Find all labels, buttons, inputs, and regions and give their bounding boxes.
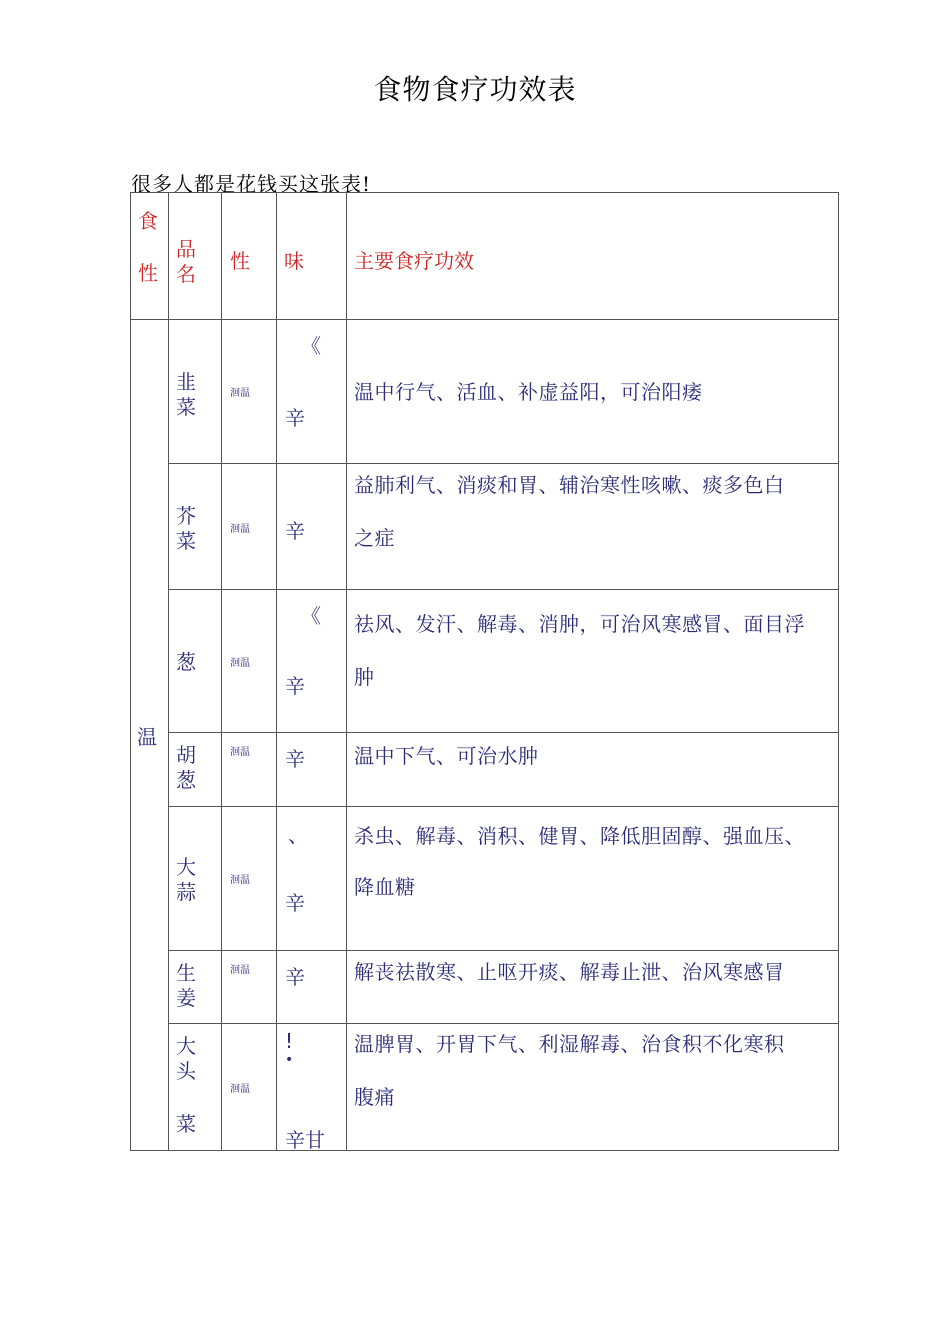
table-header-row <box>131 193 839 320</box>
header-xing: 性 <box>222 193 277 320</box>
wei-cell: 、 辛 <box>277 807 347 951</box>
effect-cell: 温中行气、活血、补虚益阳，可治阳痿 <box>347 320 839 464</box>
category-cell: 温 <box>131 320 169 1151</box>
table-row <box>131 1024 839 1151</box>
header-name: 品 名 <box>169 193 222 320</box>
header-category: 食 性 <box>131 193 169 320</box>
food-name-cell: 葱 <box>169 590 222 733</box>
effect-cell: 益肺利气、消痰和胃、辅治寒性咳嗽、痰多色白 之症 <box>347 464 839 590</box>
food-name-cell: 胡 葱 <box>169 733 222 807</box>
page-title: 食物食疗功效表 <box>373 73 577 106</box>
wei-cell: 辛 <box>277 733 347 807</box>
wei-cell: 《 辛 <box>277 590 347 733</box>
table-row <box>131 320 839 464</box>
header-wei: 味 <box>277 193 347 320</box>
food-name-cell: 生 姜 <box>169 951 222 1024</box>
wei-cell: 辛 <box>277 464 347 590</box>
table-row <box>131 733 839 807</box>
effect-cell: 祛风、发汗、解毒、消肿，可治风寒感冒、面目浮 肿 <box>347 590 839 733</box>
table-row <box>131 807 839 951</box>
food-name-cell: 大 头 菜 <box>169 1024 222 1151</box>
effect-cell: 温中下气、可治水肿 <box>347 733 839 807</box>
food-name-cell: 大 蒜 <box>169 807 222 951</box>
xing-cell: 洄温 <box>222 1024 277 1151</box>
xing-cell: 洄温 <box>222 464 277 590</box>
header-effect: 主要食疗功效 <box>347 193 839 320</box>
xing-cell: 洄温 <box>222 590 277 733</box>
xing-cell: 洄温 <box>222 733 277 807</box>
wei-cell: 辛 <box>277 951 347 1024</box>
food-name-cell: 韭 菜 <box>169 320 222 464</box>
xing-cell: 洄温 <box>222 951 277 1024</box>
effect-cell: 杀虫、解毒、消积、健胃、降低胆固醇、强血压、 降血糖 <box>347 807 839 951</box>
xing-cell: 洄温 <box>222 807 277 951</box>
food-name-cell: 芥 菜 <box>169 464 222 590</box>
table-row <box>131 590 839 733</box>
effect-cell: 解丧祛散寒、止呕开痰、解毒止泄、治风寒感冒 <box>347 951 839 1024</box>
effect-cell: 温脾胃、开胃下气、利湿解毒、治食积不化寒积 腹痛 <box>347 1024 839 1151</box>
table-row <box>131 951 839 1024</box>
xing-cell: 洄温 <box>222 320 277 464</box>
page-subtitle: 很多人都是花钱买这张表! <box>131 172 372 196</box>
wei-cell: ! • 辛甘 <box>277 1024 347 1151</box>
table-row <box>131 464 839 590</box>
food-therapy-table <box>130 192 839 1151</box>
wei-cell: 《 辛 <box>277 320 347 464</box>
